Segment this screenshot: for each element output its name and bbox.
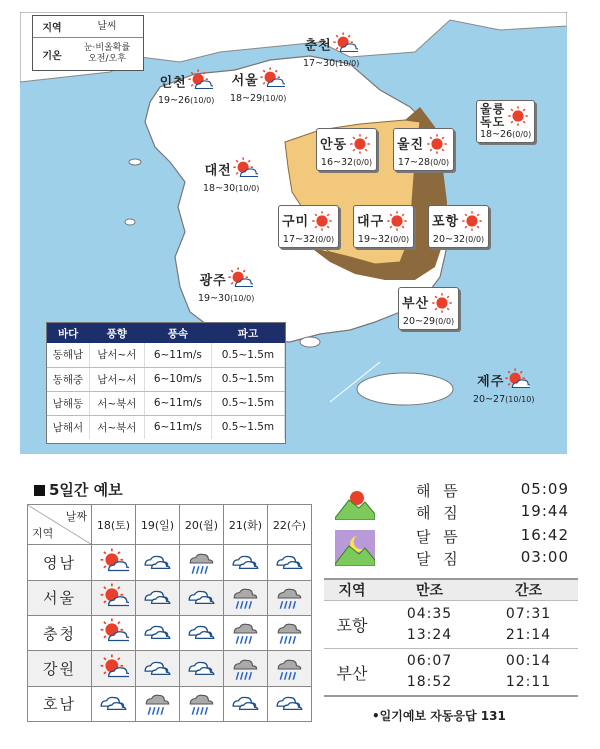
sun-icon: [505, 103, 531, 129]
tide-high-time: 13:24: [406, 626, 453, 643]
forecast-cell: [136, 545, 180, 580]
city-temp: [282, 234, 335, 245]
forecast-row: [28, 545, 312, 580]
legend-temp-label: 기온: [42, 50, 62, 62]
wind-speed: 6~11m/s: [144, 343, 211, 367]
city-temp: [303, 58, 359, 69]
city-marker: [203, 157, 259, 194]
moon-time: 16:42: [520, 526, 569, 544]
tide-table: [324, 578, 578, 697]
sea-area: 동해남: [47, 343, 89, 367]
moonset-row: [330, 548, 575, 568]
sea-area: 동해중: [47, 367, 89, 391]
city-name: 구미: [282, 214, 310, 230]
city-temp: [198, 293, 254, 304]
cloud-rain-icon: [275, 654, 305, 684]
city-precip-prob: (0/0): [315, 235, 335, 244]
sun-icon: [384, 208, 410, 234]
city-marker: [303, 32, 359, 69]
sun-moon-times: [330, 480, 575, 568]
forecast-region: 영남: [28, 545, 92, 580]
moon-time: 03:00: [520, 548, 569, 566]
city-precip-prob: (0/0): [353, 158, 373, 167]
city-temp: [397, 157, 450, 168]
forecast-cell: [268, 651, 312, 686]
tide-low-time: 12:11: [505, 674, 552, 690]
day-header: 21(화): [224, 505, 268, 545]
city-precip-prob: (0/0): [512, 130, 532, 139]
cloud-icon: [143, 583, 173, 613]
city-marker: [393, 128, 454, 171]
city-temp-range: 18~29: [230, 93, 263, 104]
sea-row: [47, 367, 285, 391]
city-marker: [476, 100, 535, 143]
sun-cloud-icon: [332, 32, 358, 58]
city-precip-prob: (0/0): [390, 235, 410, 244]
wind-speed: 6~10m/s: [144, 367, 211, 391]
cloud-icon: [187, 583, 217, 613]
city-name: 포항: [432, 214, 460, 230]
moon-label: 달 뜸: [416, 528, 462, 546]
cloud-icon: [187, 618, 217, 648]
wind-speed: 6~11m/s: [144, 415, 211, 439]
city-temp: [402, 316, 455, 327]
sea-header-wave: 파고: [211, 323, 284, 343]
forecast-cell: [180, 580, 224, 615]
corner-cell: [28, 505, 92, 545]
tide-row: [324, 601, 578, 649]
sun-cloud-icon: [99, 618, 129, 648]
wind-direction: 남서~서: [89, 367, 144, 391]
sun-cloud-icon: [99, 548, 129, 578]
city-precip-prob: (0/0): [430, 158, 450, 167]
day-header: 19(일): [136, 505, 180, 545]
city-temp-range: 19~32: [357, 234, 391, 245]
forecast-cell: [224, 545, 268, 580]
city-name: 부산: [402, 296, 430, 312]
sun-icon: [459, 208, 485, 234]
tide-high-time: 04:35: [406, 605, 453, 622]
cloud-rain-icon: [275, 583, 305, 613]
sea-header-sea: 바다: [47, 323, 89, 343]
city-name: 춘천: [304, 38, 332, 54]
footer-note: •일기예보 자동응답 131: [372, 709, 506, 723]
city-name: [480, 103, 505, 129]
legend-prob-line2: 오전/오후: [88, 54, 126, 64]
sun-cloud-icon: [99, 654, 129, 684]
sun-cloud-icon: [259, 67, 285, 93]
city-temp-range: 17~30: [303, 58, 336, 69]
legend-prob: [71, 43, 143, 65]
city-temp-range: 19~26: [158, 95, 191, 106]
city-name: 광주: [199, 273, 227, 289]
forecast-cell: [92, 545, 136, 580]
city-precip-prob: (10/10): [505, 395, 535, 404]
wind-direction: 서~북서: [89, 415, 144, 439]
forecast-cell: [224, 686, 268, 721]
city-name: 안동: [320, 137, 348, 153]
city-name: 대구: [357, 214, 385, 230]
tide-header-high: 만조: [415, 583, 444, 599]
city-name: 울진: [397, 137, 425, 153]
day-header: 22(수): [268, 505, 312, 545]
city-temp-range: 17~28: [397, 157, 431, 168]
city-name-line: 울릉: [480, 102, 506, 116]
cloud-rain-icon: [231, 654, 261, 684]
city-marker: [198, 267, 254, 304]
forecast-cell: [136, 686, 180, 721]
forecast-cell: [180, 686, 224, 721]
sea-header-wind-speed: 풍속: [144, 323, 211, 343]
cloud-icon: [143, 654, 173, 684]
city-temp: [432, 234, 485, 245]
forecast-cell: [136, 651, 180, 686]
sun-time: 05:09: [520, 480, 569, 498]
sunrise-row: [330, 480, 575, 500]
city-marker: [316, 128, 377, 171]
sun-cloud-icon: [99, 583, 129, 613]
cloud-rain-icon: [231, 583, 261, 613]
sun-cloud-icon: [504, 368, 530, 394]
city-temp-range: 17~32: [282, 234, 316, 245]
forecast-region: 호남: [28, 686, 92, 721]
forecast-cell: [224, 580, 268, 615]
weather-map: [20, 12, 567, 454]
city-temp-range: 18~26: [480, 129, 513, 140]
forecast-cell: [92, 686, 136, 721]
legend-prob-line1: 눈·비올확률: [83, 43, 131, 53]
city-name: 서울: [231, 73, 259, 89]
cloud-rain-icon: [187, 689, 217, 719]
forecast-cell: [92, 580, 136, 615]
city-marker: [158, 69, 214, 106]
forecast-row: [28, 651, 312, 686]
city-marker: [473, 368, 534, 405]
sunset-row: [330, 502, 575, 522]
day-header: 20(월): [180, 505, 224, 545]
city-name-line: 독도: [480, 115, 506, 129]
sun-icon: [424, 131, 450, 157]
sea-area: 남해서: [47, 415, 89, 439]
forecast-cell: [268, 616, 312, 651]
cloud-icon: [231, 689, 261, 719]
forecast-cell: [180, 545, 224, 580]
city-precip-prob: (10/0): [190, 96, 215, 105]
forecast-cell: [268, 545, 312, 580]
tide-low-time: 00:14: [505, 653, 552, 669]
forecast-row: [28, 686, 312, 721]
wind-direction: 서~북서: [89, 391, 144, 415]
moon-label: 달 짐: [416, 550, 462, 568]
cloud-icon: [187, 654, 217, 684]
city-temp: [320, 157, 373, 168]
city-temp-range: 16~32: [320, 157, 354, 168]
sun-cloud-icon: [227, 267, 253, 293]
cloud-icon: [231, 548, 261, 578]
city-temp: [480, 129, 531, 140]
city-name: 제주: [477, 374, 505, 390]
forecast-cell: [268, 580, 312, 615]
sun-icon: [347, 131, 373, 157]
cloud-icon: [143, 548, 173, 578]
legend-weather-label: 날씨: [97, 21, 117, 32]
cloud-rain-icon: [143, 689, 173, 719]
sun-icon: [309, 208, 335, 234]
sea-area: 남해동: [47, 391, 89, 415]
tide-row: [324, 649, 578, 697]
moonrise-row: [330, 526, 575, 546]
sun-cloud-icon: [187, 69, 213, 95]
wave-height: 0.5~1.5m: [211, 391, 284, 415]
city-temp: [158, 95, 214, 106]
city-marker: [353, 205, 414, 248]
forecast-cell: [92, 651, 136, 686]
forecast-region: 충청: [28, 616, 92, 651]
forecast-region: 서울: [28, 580, 92, 615]
city-precip-prob: (10/0): [262, 94, 287, 103]
forecast-cell: [136, 580, 180, 615]
city-precip-prob: (10/0): [230, 294, 255, 303]
city-name: 인천: [159, 75, 187, 91]
forecast-cell: [180, 616, 224, 651]
sea-row: [47, 415, 285, 439]
city-temp-range: 19~30: [198, 293, 231, 304]
forecast-cell: [136, 616, 180, 651]
tide-header-low: 간조: [514, 583, 543, 599]
city-temp-range: 20~27: [473, 394, 506, 405]
cloud-icon: [275, 689, 305, 719]
city-temp: [357, 234, 410, 245]
sea-conditions-table: [46, 322, 286, 444]
corner-region-label: 지역: [32, 527, 54, 541]
cloud-rain-icon: [275, 618, 305, 648]
forecast-row: [28, 616, 312, 651]
wave-height: 0.5~1.5m: [211, 343, 284, 367]
tide-place: 포항: [336, 616, 368, 635]
city-temp: [230, 93, 286, 104]
city-precip-prob: (0/0): [465, 235, 485, 244]
forecast-cell: [180, 651, 224, 686]
cloud-icon: [99, 689, 129, 719]
wave-height: 0.5~1.5m: [211, 415, 284, 439]
corner-date-label: 날짜: [65, 510, 87, 523]
city-marker: [278, 205, 339, 248]
forecast-cell: [268, 686, 312, 721]
city-temp-range: 20~32: [432, 234, 466, 245]
map-legend: [32, 15, 144, 71]
sun-cloud-icon: [232, 157, 258, 183]
sun-label: 해 뜸: [416, 482, 462, 500]
tide-place: 부산: [336, 663, 368, 683]
wave-height: 0.5~1.5m: [211, 367, 284, 391]
city-temp: [203, 183, 259, 194]
forecast-row: [28, 580, 312, 615]
city-marker: [398, 287, 459, 330]
forecast-region: 강원: [28, 651, 92, 686]
cloud-rain-icon: [231, 618, 261, 648]
forecast-title: [34, 479, 123, 500]
tide-header-region: 지역: [338, 583, 366, 599]
legend-region-label: 지역: [42, 23, 62, 34]
forecast-title-text: 5일간 예보: [49, 481, 123, 499]
sun-icon: [429, 290, 455, 316]
city-temp: [473, 394, 534, 405]
city-marker: [428, 205, 489, 248]
city-marker: [230, 67, 286, 104]
sun-label: 해 짐: [416, 504, 462, 522]
sun-time: 19:44: [520, 502, 569, 520]
tide-low-time: 21:14: [505, 626, 552, 643]
five-day-forecast-table: [27, 504, 312, 722]
sea-row: [47, 391, 285, 415]
forecast-cell: [224, 616, 268, 651]
forecast-cell: [224, 651, 268, 686]
forecast-cell: [92, 616, 136, 651]
city-temp-range: 18~30: [203, 183, 236, 194]
city-temp-range: 20~29: [402, 316, 436, 327]
cloud-rain-icon: [187, 548, 217, 578]
cloud-icon: [275, 548, 305, 578]
tide-high-time: 18:52: [406, 674, 453, 690]
city-name: 대전: [204, 163, 232, 179]
wind-speed: 6~11m/s: [144, 391, 211, 415]
tide-low-time: 07:31: [505, 605, 552, 622]
sea-row: [47, 343, 285, 367]
tide-high-time: 06:07: [406, 653, 453, 669]
cloud-icon: [143, 618, 173, 648]
city-precip-prob: (10/0): [235, 184, 260, 193]
sea-header-wind-direction: 풍향: [89, 323, 144, 343]
day-header: 18(토): [92, 505, 136, 545]
wind-direction: 남서~서: [89, 343, 144, 367]
city-precip-prob: (10/0): [335, 59, 360, 68]
city-precip-prob: (0/0): [435, 317, 455, 326]
